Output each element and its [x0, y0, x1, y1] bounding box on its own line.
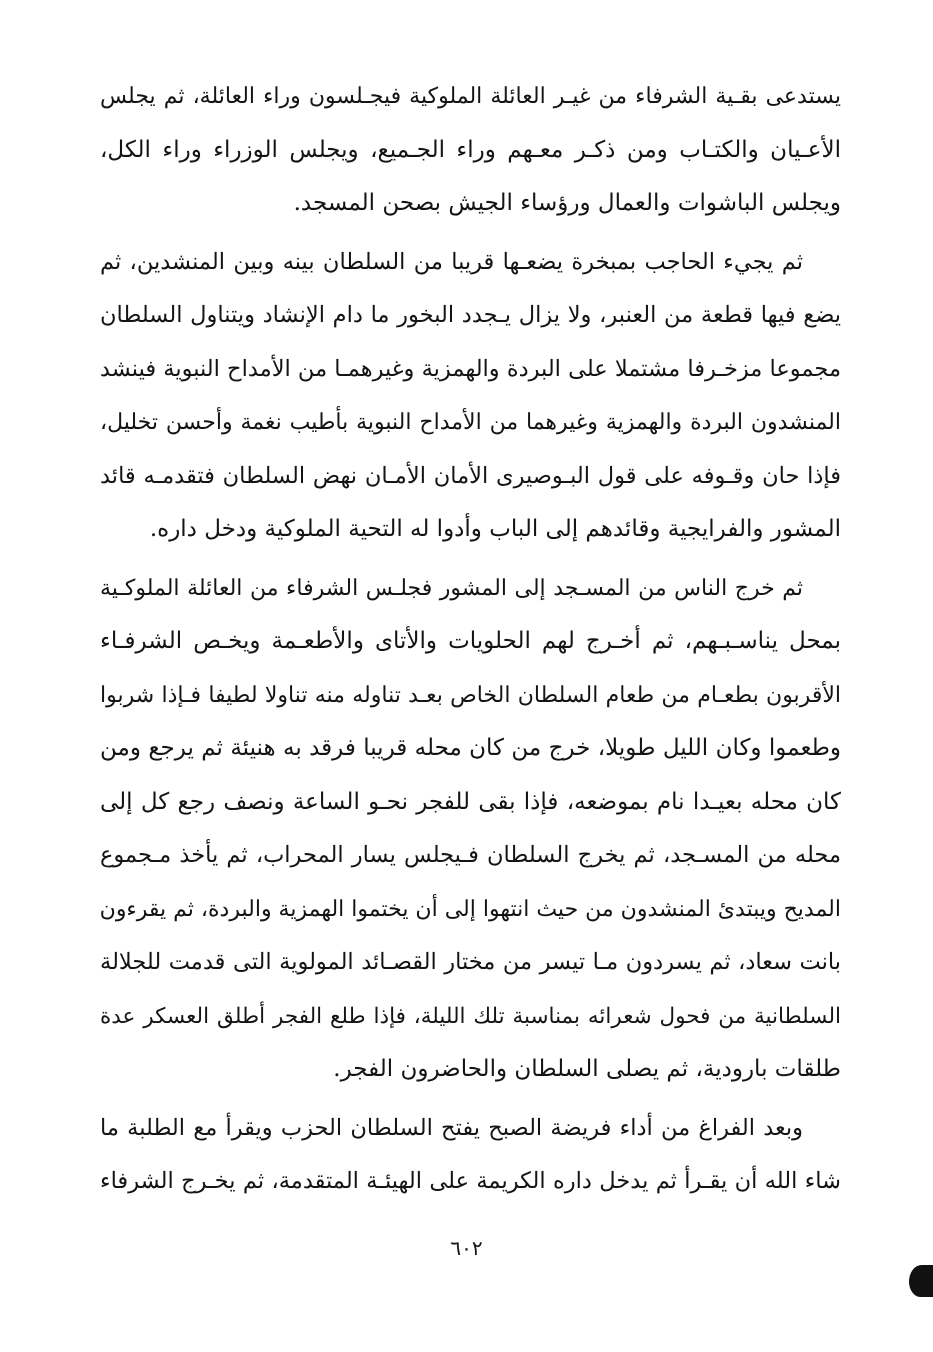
paragraph-3 — [100, 562, 841, 1097]
text-line: المنشدون البردة والهمزية وغيرهما من الأمداح النبوية بأطيب نغمة وأحسن تخليل، — [100, 410, 841, 435]
text-line: ثم خرج الناس من المسـجد إلى المشور فجلـس الشرفاء من العائلة الملوكـية — [100, 575, 803, 601]
text-line: ويجلس الباشوات والعمال ورؤساء الجيش بصحن المسجد. — [293, 190, 841, 216]
text-line: بمحل يناسـبـهم، ثم أخـرج لهم الحلويات والأتاى والأطعـمة ويخـص الشرفـاء — [100, 628, 841, 654]
paragraph-4 — [100, 1102, 841, 1209]
text-line: شاء الله أن يقـرأ ثم يدخل داره الكريمة على الهيئـة المتقدمة، ثم يخـرج الشرفاء — [100, 1168, 841, 1194]
text-line: الأعـيان والكتـاب ومن ذكـر معـهم وراء الجـميع، ويجلس الوزراء وراء الكل، — [100, 136, 841, 163]
text-line: الأقربون بطعـام من طعام السلطان الخاص بعـد تناوله منه تناولا لطيفا فـإذا شربوا — [100, 682, 841, 708]
text-line: طلقات بارودية، ثم يصلى السلطان والحاضرون الفجر. — [333, 1056, 841, 1082]
text-line: وطعموا وكان الليل طويلا، خرج من كان محله قريبا فرقد به هنيئة ثم يرجع ومن — [100, 735, 841, 761]
text-line: فإذا حان وقـوفه على قول البـوصيرى الأمان الأمـان نهض السلطان فتقدمـه قائد — [100, 462, 841, 489]
text-line: محله من المسـجد، ثم يخرج السلطان فـيجلس يسار المحراب، ثم يأخذ مـجموع — [100, 842, 841, 868]
scan-artifact-mark — [909, 1265, 933, 1297]
paragraph-2 — [100, 236, 841, 557]
body-text — [100, 70, 841, 1209]
paragraph-1 — [100, 70, 841, 231]
text-line: ثم يجيء الحاجب بمبخرة يضعـها قريبا من السلطان بينه وبين المنشدين، ثم — [100, 248, 803, 275]
text-line: المديح ويبتدئ المنشدون من حيث انتهوا إلى أن يختموا الهمزية والبردة، ثم يقرءون — [100, 896, 841, 922]
text-line: المشور والفرايجية وقائدهم إلى الباب وأدوا له التحية الملوكية ودخل داره. — [149, 516, 841, 542]
text-line: بانت سعاد، ثم يسردون مـا تيسر من مختار القصـائد المولوية التى قدمت للجلالة — [100, 949, 841, 975]
page-number: ٦٠٢ — [450, 1236, 483, 1260]
text-line: يضع فيها قطعة من العنبر، ولا يزال يـجدد البخور ما دام الإنشاد ويتناول السلطان — [100, 302, 841, 328]
text-line: وبعد الفراغ من أداء فريضة الصبح يفتح السلطان الحزب ويقرأ مع الطلبة ما — [100, 1114, 803, 1141]
text-line: مجموعا مزخـرفا مشتملا على البردة والهمزية وغيرهمـا من الأمداح النبوية فينشد — [100, 355, 841, 382]
text-line: السلطانية من فحول شعرائه بمناسبة تلك الليلة، فإذا طلع الفجر أطلق العسكر عدة — [100, 1003, 841, 1029]
text-line: كان محله بعيـدا نام بموضعه، فإذا بقى للفجر نحـو الساعة ونصف رجع كل إلى — [100, 788, 841, 815]
text-line: يستدعى بقـية الشرفاء من غيـر العائلة الملوكية فيجـلسون وراء العائلة، ثم يجلس — [100, 84, 841, 109]
